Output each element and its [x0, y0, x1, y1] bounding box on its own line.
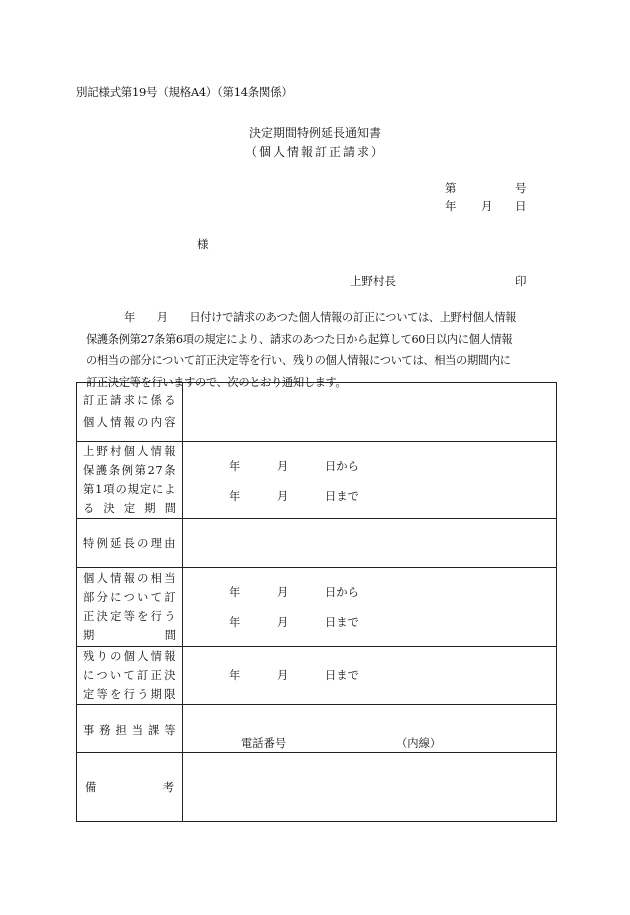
- row-partial-period: [77, 568, 557, 647]
- sender-name: 上野村長: [350, 274, 396, 288]
- label-office-in-charge: 事務担当課等: [77, 705, 183, 753]
- label-remaining-deadline: 残りの個人情報 について訂正決 定等を行う期限: [77, 647, 183, 705]
- number-prefix: 第: [445, 181, 457, 195]
- document-subtitle: （個人情報訂正請求）: [244, 145, 385, 159]
- label-request-content: 訂正請求に係る 個人情報の内容: [77, 383, 183, 442]
- value-decision-period[interactable]: [183, 442, 557, 519]
- body-line: 年 月 日付けで請求のあつた個人情報の訂正については、上野村個人情報: [124, 311, 517, 324]
- value-remaining-deadline[interactable]: [183, 647, 557, 705]
- row-remaining-deadline: [77, 647, 557, 705]
- value-remarks[interactable]: [183, 753, 557, 822]
- value-office-in-charge[interactable]: [183, 705, 557, 753]
- body-line: の相当の部分について訂正決定等を行い、残りの個人情報については、相当の期間内に: [86, 354, 511, 367]
- document-title: 決定期間特例延長通知書: [248, 126, 381, 140]
- period-until: 年 月 日まで: [229, 616, 359, 629]
- label-remarks: 備 考: [77, 753, 183, 822]
- date-month-label: 月: [481, 199, 493, 213]
- body-line: 訂正決定等を行いますので、次のとおり通知します。: [86, 375, 347, 389]
- row-remarks: [77, 753, 557, 822]
- period-from: 年 月 日から: [229, 459, 359, 473]
- period-until: 年 月 日まで: [229, 668, 359, 682]
- value-partial-period[interactable]: [183, 568, 557, 647]
- period-from: 年 月 日から: [229, 586, 359, 599]
- notice-table: [76, 382, 557, 822]
- issue-date: [445, 198, 527, 214]
- row-extension-reason: [77, 519, 557, 568]
- value-extension-reason[interactable]: [183, 519, 557, 568]
- form-identifier: 別記様式第19号（規格A4）（第14条関係）: [76, 85, 293, 99]
- date-day-label: 日: [515, 199, 527, 213]
- extension-label: （内線）: [396, 737, 442, 750]
- period-until: 年 月 日まで: [229, 489, 359, 503]
- addressee-suffix: 様: [197, 237, 209, 251]
- row-request-content: [77, 383, 557, 442]
- value-request-content[interactable]: [183, 383, 557, 442]
- phone-number-label: 電話番号: [241, 737, 287, 750]
- date-year-label: 年: [445, 199, 457, 213]
- body-line: 保護条例第27条第6項の規定により、請求のあつた日から起算して60日以内に個人情報: [86, 332, 513, 346]
- notice-body: [86, 307, 556, 393]
- label-partial-period: 個人情報の相当 部分について訂 正決定等を行う 期間: [77, 568, 183, 647]
- label-decision-period: 上野村個人情報 保護条例第27条 第1項の規定によ る決定期間: [77, 442, 183, 519]
- label-extension-reason: 特例延長の理由: [77, 519, 183, 568]
- row-office-in-charge: [77, 705, 557, 753]
- row-decision-period: [77, 442, 557, 519]
- number-suffix: 号: [515, 181, 527, 195]
- seal-mark: 印: [515, 274, 527, 288]
